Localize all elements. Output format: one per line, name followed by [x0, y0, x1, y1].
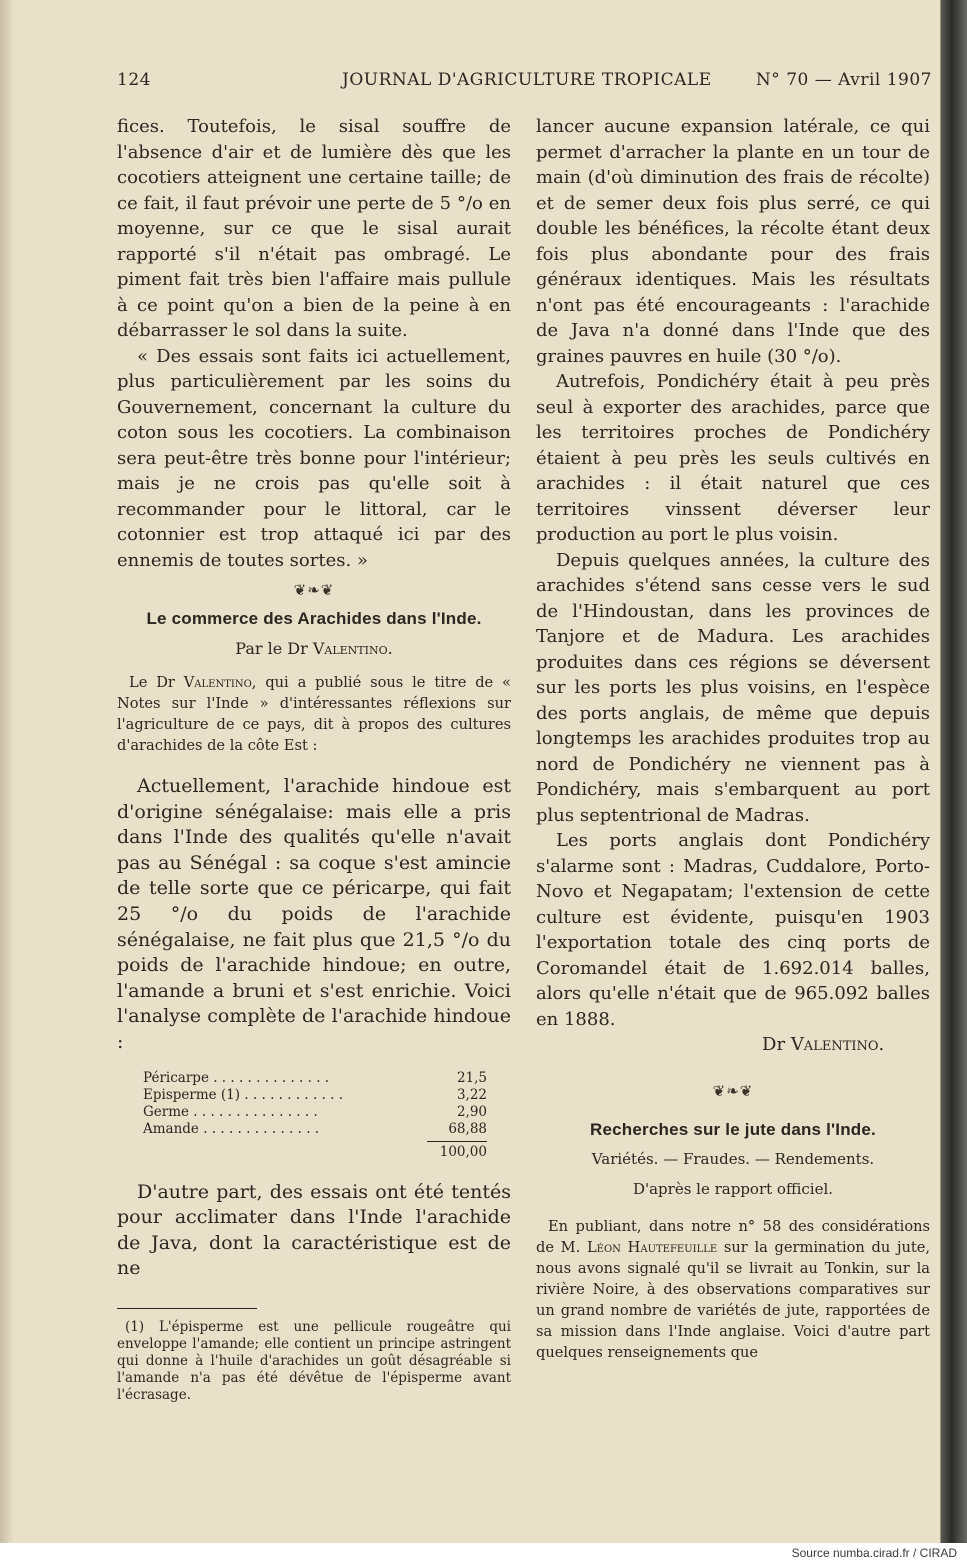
intro-text: qui a publié sous le titre de « Notes sur l'Inde » d'intéressantes réflexions sur l'agriculture de ce pays, dit à propos des cultures d'arachides de la côte Est :	[117, 674, 511, 754]
page-number: 124	[117, 70, 151, 90]
footnote: (1) L'épisperme est une pellicule rougeâtre qui enveloppe l'amande; elle contient un principe astringent qui donne à l'huile d'arachides un goût désagréable si l'amande n'a pas été dévêtue de l'épisperme avant l'écrasage.	[117, 1318, 511, 1403]
signature	[536, 1032, 930, 1058]
analysis-label: Episperme (1) . . . . . . . . . . . .	[143, 1086, 344, 1103]
analysis-label: Amande . . . . . . . . . . . . . .	[143, 1120, 320, 1137]
intro-prefix: Le Dr	[129, 674, 175, 691]
analysis-row	[143, 1087, 487, 1104]
issue-info: N° 70 — Avril 1907	[755, 70, 932, 90]
paragraph: lancer aucune expansion latérale, ce qui permet d'arracher la plante en un tour de main (d'où diminution des frais de récolte) et de semer deux fois plus serré, ce qui double les bénéfices, la récolte étant deux fois plus abondante pour des frais généraux identiques. Mais les résultats n'ont pas été encourageants : l'arachide de Java n'a donné dans l'Inde que des graines pauvres en huile (30 °/o).	[536, 116, 930, 367]
intro-paragraph	[117, 672, 511, 756]
analysis-label: Péricarpe . . . . . . . . . . . . . .	[143, 1069, 330, 1086]
byline	[117, 639, 511, 658]
source-credit: Source numba.cirad.fr / CIRAD	[791, 1546, 957, 1560]
analysis-table	[143, 1070, 487, 1162]
analysis-total: 100,00	[439, 1143, 487, 1160]
paragraph: fices. Toutefois, le sisal souffre de l'absence d'air et de lumière dès que les cocotiers atteignent une certaine taille; de ce fait, il faut prévoir une perte de 5 °/o en moyenne, sur ce que le sisal aurait rapporté s'il n'était pas ombragé. Le piment fait très bien l'affaire mais pullule à ce point qu'on a bien de la peine à en débarrasser le sol dans la suite.	[117, 116, 511, 341]
person-name: Léon Hautefeuille	[586, 1238, 718, 1256]
paragraph: Actuellement, l'arachide hindoue est d'origine sénégalaise: mais elle a pris dans l'Inde des qualités qu'elle n'avait pas au Sénégal : sa coque s'est amincie de telle sorte que ce péricarpe, qui fait 25 °/o du poids de l'arachide sénégalaise, ne fait plus que 21,5 °/o du poids de l'arachide hindoue; en outre, l'amande a bruni et s'est enrichie. Voici l'analyse complète de l'arachide hindoue :	[117, 775, 511, 1053]
analysis-row	[143, 1070, 487, 1087]
section-title: Recherches sur le jute dans l'Inde.	[590, 1119, 876, 1139]
section-subtitle: Variétés. — Fraudes. — Rendements.	[591, 1149, 875, 1168]
footnote-rule	[117, 1308, 257, 1309]
analysis-value: 21,5	[456, 1069, 487, 1086]
paragraph: Les ports anglais dont Pondichéry s'alarme sont : Madras, Cuddalore, Porto-Novo et Negapatam; l'extension de cette culture est évidente, puisqu'en 1903 l'exportation totale des cinq ports de Coromandel était de 1.692.014 balles, alors qu'elle n'était que de 965.092 balles en 1888.	[536, 830, 930, 1030]
author-name: Valentino.	[312, 639, 393, 658]
running-header	[117, 70, 932, 94]
paragraph-start: En publiant, dans notre n° 58 des considérations de M.	[536, 1217, 930, 1256]
signature-prefix: Dr	[762, 1034, 786, 1055]
paragraph: Depuis quelques années, la culture des arachides s'étend sans cesse vers le sud de l'Hindoustan, dans les provinces de Tanjore et de Madura. Les arachides produites dans ces régions se déversent sur les ports les plus voisins, en l'espèce des ports anglais, de même que depuis longtemps les arachides produites trop au nord de Pondichéry ne viennent pas à Pondichéry, mais s'embarquent au port plus septentrional de Madras.	[536, 549, 930, 826]
paragraph: D'autre part, des essais ont été tentés pour acclimater dans l'Inde l'arachide de Java, dont la caractéristique est de ne	[117, 1180, 511, 1280]
book-binding	[941, 0, 967, 1543]
paragraph	[536, 1216, 930, 1363]
left-column	[117, 114, 511, 1404]
right-column	[536, 114, 930, 1363]
intro-author: Valentino,	[183, 674, 257, 691]
section-title: Le commerce des Arachides dans l'Inde.	[146, 609, 482, 628]
paragraph: « Des essais sont faits ici actuellement, plus particulièrement par les soins du Gouvernement, concernant la culture du coton sous les cocotiers. La combinaison sera peut-être très bonne pour l'intérieur; mais je ne crois pas qu'elle soit à recommander pour le littoral, car le cotonnier est trop attaqué ici par des ennemis de toutes sortes. »	[117, 345, 511, 571]
ornament-divider: ❦❧❦	[293, 581, 335, 599]
analysis-value: 2,90	[456, 1103, 487, 1120]
analysis-value: 68,88	[448, 1120, 487, 1137]
analysis-value: 3,22	[456, 1086, 487, 1103]
source-note: D'après le rapport officiel.	[632, 1179, 834, 1198]
analysis-label: Germe . . . . . . . . . . . . . . .	[143, 1103, 318, 1120]
signature-name: Valentino.	[790, 1034, 885, 1055]
ornament-divider: ❦❧❦	[712, 1081, 754, 1100]
page-edge-shadow	[0, 0, 14, 1543]
paragraph-rest: sur la germination du jute, nous avons signalé qu'il se livrait au Tonkin, sur la rivière Noire, à des observations comparatives sur un grand nombre de variétés de jute, rapportées de sa mission dans l'Inde anglaise. Voici d'autre part quelques renseignements que	[536, 1238, 931, 1361]
paragraph: Autrefois, Pondichéry était à peu près seul à exporter des arachides, parce que les territoires proches de Pondichéry étaient à peu près les seuls cultivés en arachides : il était naturel que ces territoires vinssent déverser leur production au port le plus voisin.	[536, 371, 930, 545]
journal-title: JOURNAL D'AGRICULTURE TROPICALE	[342, 70, 712, 90]
analysis-row	[143, 1121, 487, 1138]
byline-prefix: Par le Dr	[235, 639, 308, 658]
analysis-row	[143, 1104, 487, 1121]
